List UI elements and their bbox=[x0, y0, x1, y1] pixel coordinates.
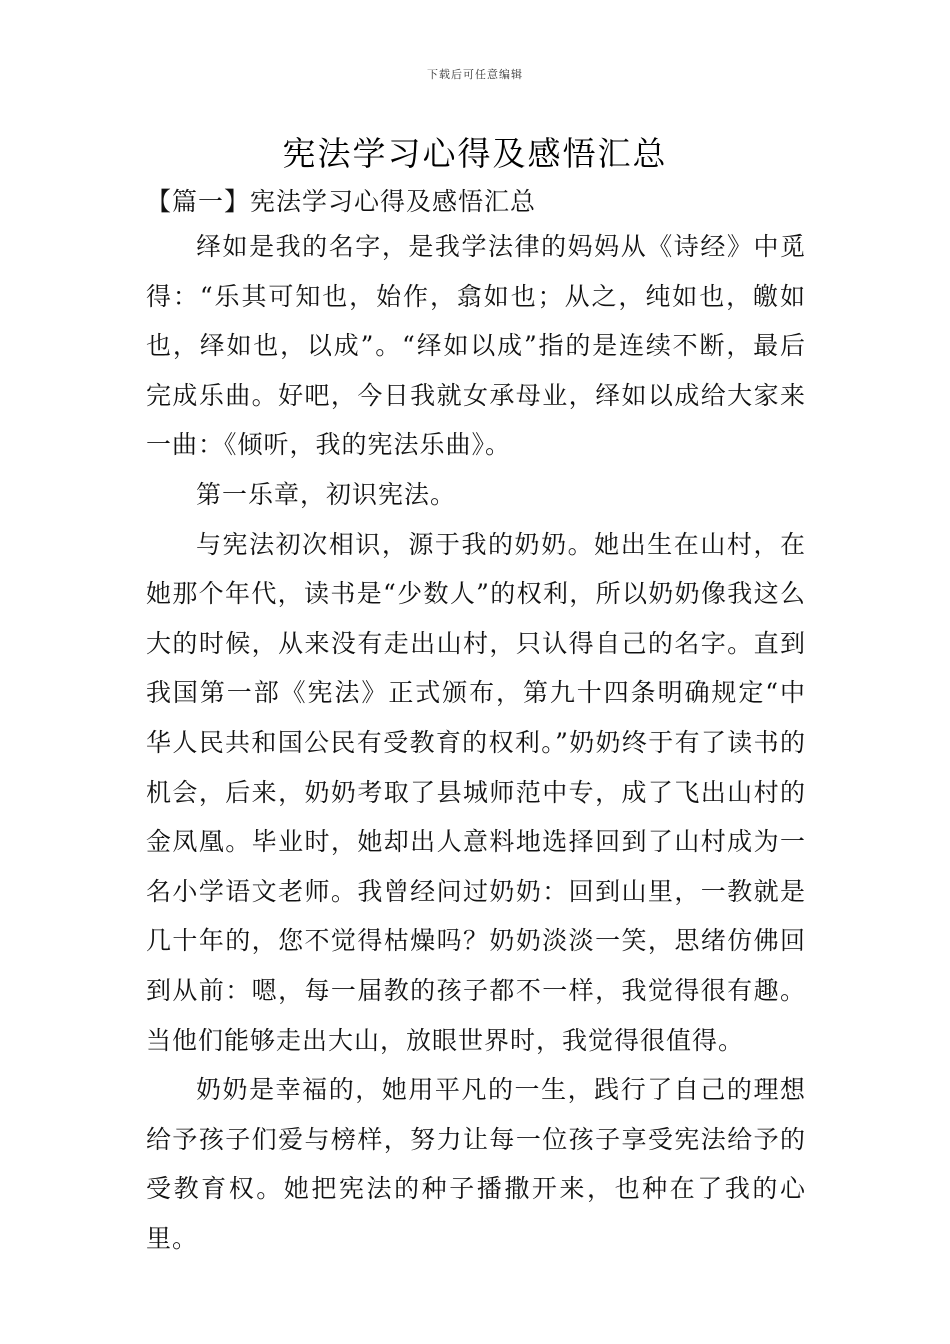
body-text bbox=[146, 222, 806, 1263]
document-title: 宪法学习心得及感悟汇总 bbox=[282, 134, 668, 173]
paragraph: 与宪法初次相识，源于我的奶奶。她出生在山村，在她那个年代，读书是“少数人”的权利，所以奶奶像我这么大的时候，从来没有走出山村，只认得自己的名字。直到我国第一部《宪法》正式颁布，第九十四条明确规定“中华人民共和国公民有受教育的权利。”奶奶终于有了读书的机会，后来，奶奶考取了县城师范中专，成了飞出山村的金凤凰。毕业时，她却出人意料地选择回到了山村成为一名小学语文老师。我曾经问过奶奶：回到山里，一教就是几十年的，您不觉得枯燥吗？奶奶淡淡一笑，思绪仿佛回到从前：嗯，每一届教的孩子都不一样，我觉得很有趣。当他们能够走出大山，放眼世界时，我觉得很值得。 bbox=[146, 529, 806, 1055]
header-note: 下载后可任意编辑 bbox=[427, 68, 523, 81]
section-heading: 【篇一】宪法学习心得及感悟汇总 bbox=[146, 187, 537, 216]
paragraph: 绎如是我的名字，是我学法律的妈妈从《诗经》中觅得：“乐其可知也，始作，翕如也；从之，纯如也，皦如也，绎如也，以成”。“绎如以成”指的是连续不断，最后完成乐曲。好吧，今日我就女承母业，绎如以成给大家来一曲：《倾听，我的宪法乐曲》。 bbox=[146, 232, 806, 460]
paragraph: 第一乐章，初识宪法。 bbox=[196, 479, 457, 509]
paragraph: 奶奶是幸福的，她用平凡的一生，践行了自己的理想给予孩子们爱与榜样，努力让每一位孩子享受宪法给予的受教育权。她把宪法的种子播撒开来，也种在了我的心里。 bbox=[146, 1075, 806, 1253]
